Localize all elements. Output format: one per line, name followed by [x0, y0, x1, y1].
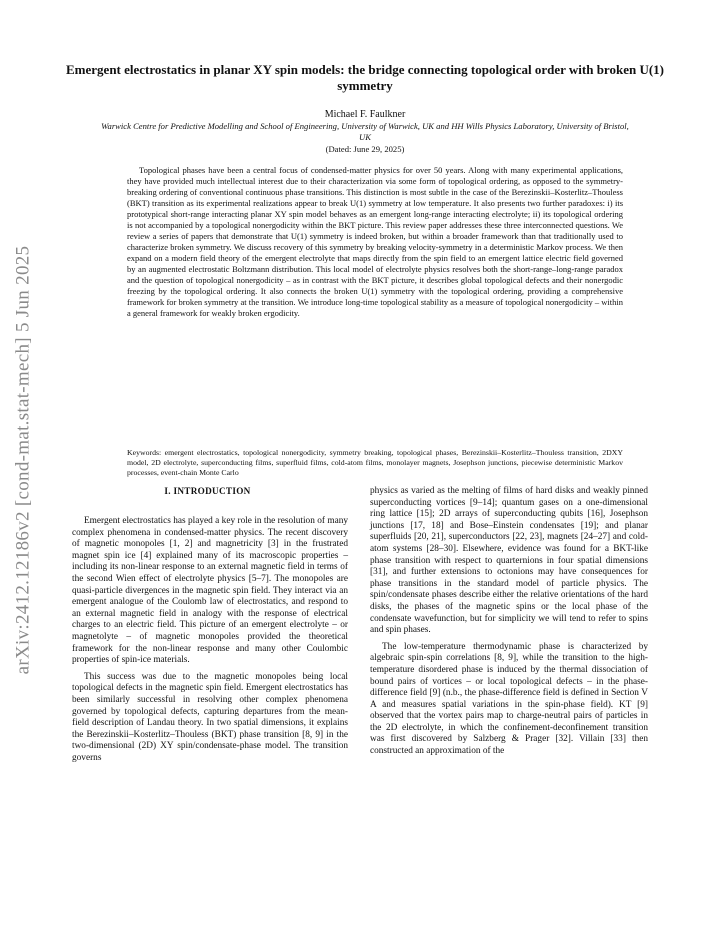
- arxiv-identifier: arXiv:2412.12186v2 [cond-mat.stat-mech] 5 Jun 2025: [12, 245, 34, 675]
- author-affiliation: Warwick Centre for Predictive Modelling and School of Engineering, University of Warwick, UK and HH Wills Physics Laboratory, University of Bristol, UK: [101, 121, 629, 142]
- arxiv-stamp: [8, 245, 38, 675]
- right-column: [370, 486, 648, 763]
- left-column: [72, 516, 348, 769]
- author-name: Michael F. Faulkner: [324, 109, 406, 120]
- abstract: Topological phases have been a central focus of condensed-matter physics for over 50 years. Along with many experimental applications, they have provided much intellectual interest due to their characterization via some form of topological ordering, as opposed to the symmetry-breaking ordering of conventional continuous phase transitions. This distinction is most subtle in the case of the Berezinskii–Kosterlitz–Thouless (BKT) transition as its experimental realizations appear to break U(1) symmetry at low temperature. It also presents two further paradoxes: i) its prototypical short-range interacting planar XY spin model behaves as an emergent long-range interacting electrolyte; ii) its topological ordering is not accompanied by a topological nonergodicity within the BKT picture. This review paper addresses these three interconnected questions. We review a series of papers that demonstrate that U(1) symmetry is indeed broken, but within a broader framework than that traditionally used to characterize broken symmetry. We discuss recovery of this symmetry by breaking velocity-symmetry in a deterministic Markov process. We then expand on a modern field theory of the emergent electrolyte that maps directly from the spin field to an emergent lattice electric field governed by an augmented electrostatic Boltzmann distribution. This local model of electrolyte physics resolves both the short-range–long-range paradox and the question of topological nonergodicity – as in contrast with the BKT picture, it describes global topological defects and their nonergodic freezing by the topological ordering. It also connects the broken U(1) symmetry with the topological ordering, providing a comprehensive framework for broken symmetry at the transition. We introduce long-time topological stability as a measure of topological nonergodicity – within a general framework for weakly broken ergodicity.: [127, 165, 623, 318]
- paragraph: Emergent electrostatics has played a key role in the resolution of many complex phenomena in condensed-matter physics. The recent discovery of magnetic monopoles [1, 2] and magnetricity [3] in the frustrated magnet spin ice [4] explained many of its macroscopic properties – including its non-linear response to an external magnetic field in terms of the second Wien effect of electrolyte physics [5–7]. The monopoles are quasi-particle divergences in the magnetic spin field. They interact via an emergent analogue of the Coulomb law of electrostatics, and respond to an external magnetic field in analogy with the response of electrical charges to an electric field. This picture of an emergent electrolyte – or magnetolyte – of magnetic monopoles provided the theoretical framework for the non-linear response and many other Coulombic properties of spin-ice materials.: [72, 516, 348, 666]
- paragraph: physics as varied as the melting of films of hard disks and weakly pinned superconducting vortices [9–14]; quantum gases on a one-dimensional ring lattice [15]; 2D arrays of superconducting qubits [16], Josephson junctions [17, 18] and Bose–Einstein condensates [19]; and planar superfluids [20, 21], superconductors [22, 23], magnets [24–27] and cold-atom systems [28–30]. Elsewhere, evidence was found for a BKT-like phase transition with respect to quarternions in four spatial dimensions [31], and further extensions to octonions may have consequences for phase transitions in the standard model of particle physics. The spin/condensate phases describe either the relative orientations of the hard disks, the phases of the magnetic spins or the local phase of the condensate wavefunction, but for simplicity we will tend to refer to spins and spin phases.: [370, 486, 648, 636]
- dated-line: (Dated: June 29, 2025): [325, 144, 405, 154]
- paper-title: Emergent electrostatics in planar XY spin models: the bridge connecting topological order with broken U(1) symmetry: [66, 62, 664, 93]
- section-heading: I. INTRODUCTION: [164, 486, 251, 496]
- paragraph: This success was due to the magnetic monopoles being local topological defects in the magnetic spin field. Emergent electrostatics has been similarly successful in resolving other complex phenomena governed by topological defects, capturing departures from the mean-field description of Landau theory. In two spatial dimensions, it explains the Berezinskii–Kosterlitz–Thouless (BKT) phase transition [8, 9] in the two-dimensional (2D) XY spin/condensate-phase model. The transition governs: [72, 671, 348, 763]
- paragraph: The low-temperature thermodynamic phase is characterized by algebraic spin-spin correlations [8, 9], while the transition to the high-temperature disordered phase is induced by the thermal dissociation of bound pairs of vortices – or local topological defects – in the phase-difference field [9] (n.b., the phase-difference field is defined in Section V A and measures spatial variations in the spin-phase field). KT [9] observed that the vortex pairs map to charge-neutral pairs of particles in the 2D electrolyte, in which the confinement-deconfinement transition was first discovered by Salzberg & Prager [32]. Villain [33] then constructed an approximation of the: [370, 641, 648, 757]
- keywords: Keywords: emergent electrostatics, topological nonergodicity, symmetry breaking, topological phases, Berezinskii–Kosterlitz–Thouless transition, 2DXY model, 2D electrolyte, superconducting films, superfluid films, cold-atom films, monolayer magnets, Josephson junctions, piecewise deterministic Markov processes, event-chain Monte Carlo: [127, 448, 623, 477]
